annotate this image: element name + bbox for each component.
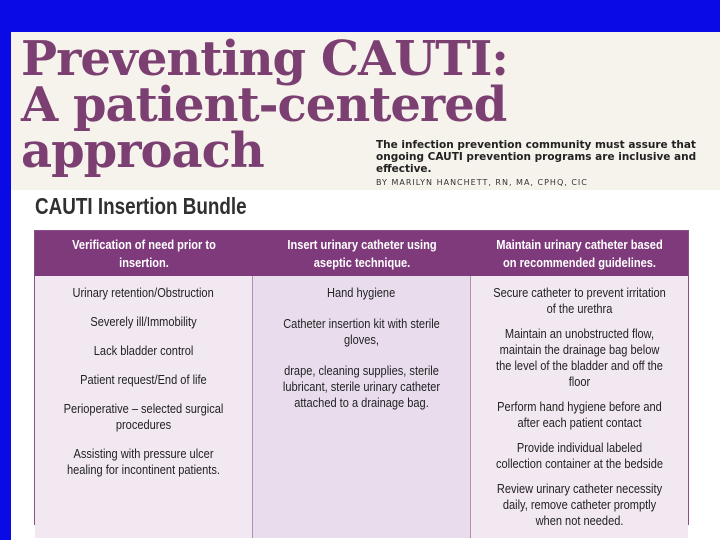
article-header xyxy=(11,32,720,190)
list-item xyxy=(477,326,682,390)
list-item xyxy=(477,481,682,529)
bundle-heading: CAUTI Insertion Bundle xyxy=(35,193,247,219)
list-item-text: Secure catheter to prevent irritation of the urethra xyxy=(493,285,666,316)
list-item xyxy=(41,446,246,478)
list-item xyxy=(41,343,246,359)
table-header-verification xyxy=(35,231,253,276)
list-item xyxy=(259,285,464,301)
table-header-insertion xyxy=(253,231,471,276)
table-column-maintenance xyxy=(471,276,688,538)
list-item-text: Urinary retention/Obstruction xyxy=(72,285,215,300)
list-item-text: Patient request/End of life xyxy=(80,372,207,387)
table-column-insertion xyxy=(253,276,471,538)
list-item xyxy=(41,314,246,330)
header-label: Maintain urinary catheter based on recommended guidelines. xyxy=(496,236,663,270)
list-item-text: Perform hand hygiene before and after each patient contact xyxy=(497,399,662,430)
article-title-line2: A patient-centered xyxy=(21,77,507,133)
list-item-text: Review urinary catheter necessity daily, remove catheter promptly when not needed. xyxy=(496,481,663,528)
list-item-text: Lack bladder control xyxy=(93,343,194,358)
list-item-text: Hand hygiene xyxy=(327,285,396,300)
article-subtitle: The infection prevention community must assure that ongoing CAUTI prevention programs are inclusive and effective. xyxy=(376,139,697,175)
list-item-text: Catheter insertion kit with sterile gloves, xyxy=(283,316,440,347)
slide-page xyxy=(11,32,720,540)
list-item xyxy=(41,285,246,301)
list-item-text: drape, cleaning supplies, sterile lubricant, sterile urinary catheter attached to a drainage bag. xyxy=(282,363,441,410)
header-label: Insert urinary catheter using aseptic technique. xyxy=(287,236,437,270)
article-title-line3: approach xyxy=(21,123,264,179)
list-item xyxy=(477,285,682,317)
article-byline: BY MARILYN HANCHETT, RN, MA, CPHQ, CIC xyxy=(376,178,588,187)
header-label: Verification of need prior to insertion. xyxy=(72,236,216,270)
table-header-maintenance xyxy=(471,231,688,276)
list-item xyxy=(259,316,464,348)
bundle-table xyxy=(34,230,689,528)
article-title-line1: Preventing CAUTI: xyxy=(21,31,509,87)
list-item-text: Severely ill/Immobility xyxy=(90,314,197,329)
list-item-text: Provide individual labeled collection container at the bedside xyxy=(495,440,664,471)
list-item xyxy=(259,363,464,411)
list-item xyxy=(41,372,246,388)
list-item-text: Maintain an unobstructed flow, maintain the drainage bag below the level of the bladder and off the floor xyxy=(496,326,663,389)
table-column-verification xyxy=(35,276,253,538)
list-item xyxy=(477,440,682,472)
list-item xyxy=(477,399,682,431)
list-item-text: Perioperative – selected surgical procedures xyxy=(63,401,224,432)
list-item-text: Assisting with pressure ulcer healing for incontinent patients. xyxy=(67,446,220,477)
list-item xyxy=(41,401,246,433)
